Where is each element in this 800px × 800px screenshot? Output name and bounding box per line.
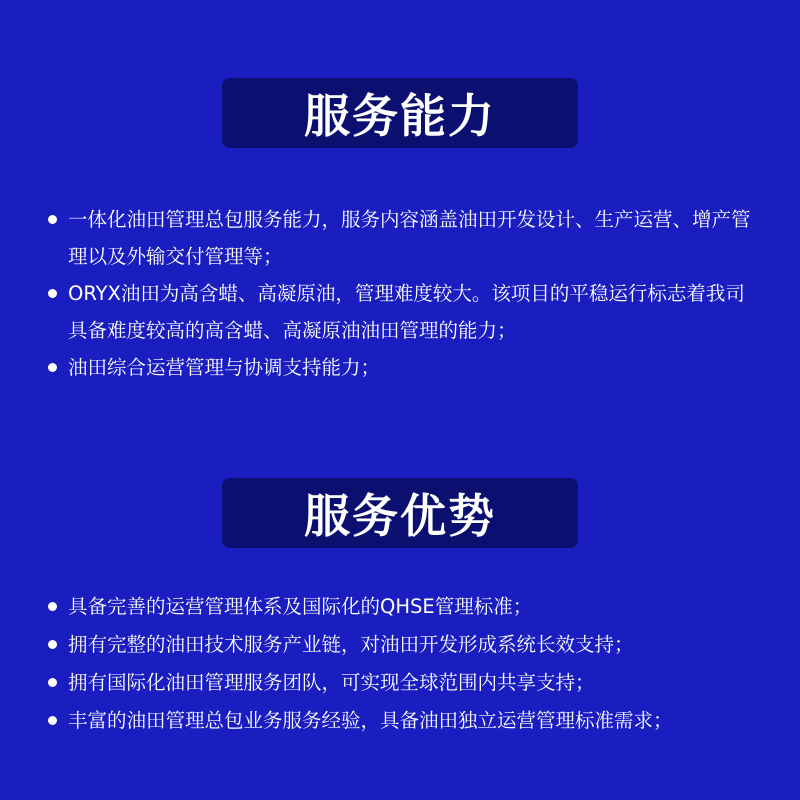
list-item — [48, 702, 760, 740]
bullet-dot-icon — [48, 363, 57, 372]
list-item-text: ORYX油田为高含蜡、高凝原油，管理难度较大。该项目的平稳运行标志着我司具备难度较高的高含蜡、高凝原油油田管理的能力； — [68, 282, 745, 342]
advantages-list — [48, 588, 760, 740]
bullet-dot-icon — [48, 716, 57, 725]
list-item — [48, 664, 760, 702]
list-item — [48, 201, 760, 275]
list-item — [48, 626, 760, 664]
list-item-text: 一体化油田管理总包服务能力，服务内容涵盖油田开发设计、生产运营、增产管理以及外输交付管理等； — [68, 208, 751, 268]
section-title-capabilities: 服务能力 — [222, 78, 578, 148]
bullet-dot-icon — [48, 602, 57, 611]
bullet-dot-icon — [48, 215, 57, 224]
section-title-advantages: 服务优势 — [222, 478, 578, 548]
list-item-text: 拥有国际化油田管理服务团队，可实现全球范围内共享支持； — [68, 671, 595, 694]
bullet-dot-icon — [48, 640, 57, 649]
list-item-text: 丰富的油田管理总包业务服务经验，具备油田独立运营管理标准需求； — [68, 709, 673, 732]
list-item — [48, 275, 760, 349]
list-item-text: 具备完善的运营管理体系及国际化的QHSE管理标准； — [68, 595, 533, 618]
list-item — [48, 349, 760, 386]
list-item-text: 油田综合运营管理与协调支持能力； — [68, 356, 381, 379]
list-item-text: 拥有完整的油田技术服务产业链，对油田开发形成系统长效支持； — [68, 633, 634, 656]
bullet-dot-icon — [48, 678, 57, 687]
bullet-dot-icon — [48, 289, 57, 298]
list-item — [48, 588, 760, 626]
capabilities-list — [48, 201, 760, 386]
